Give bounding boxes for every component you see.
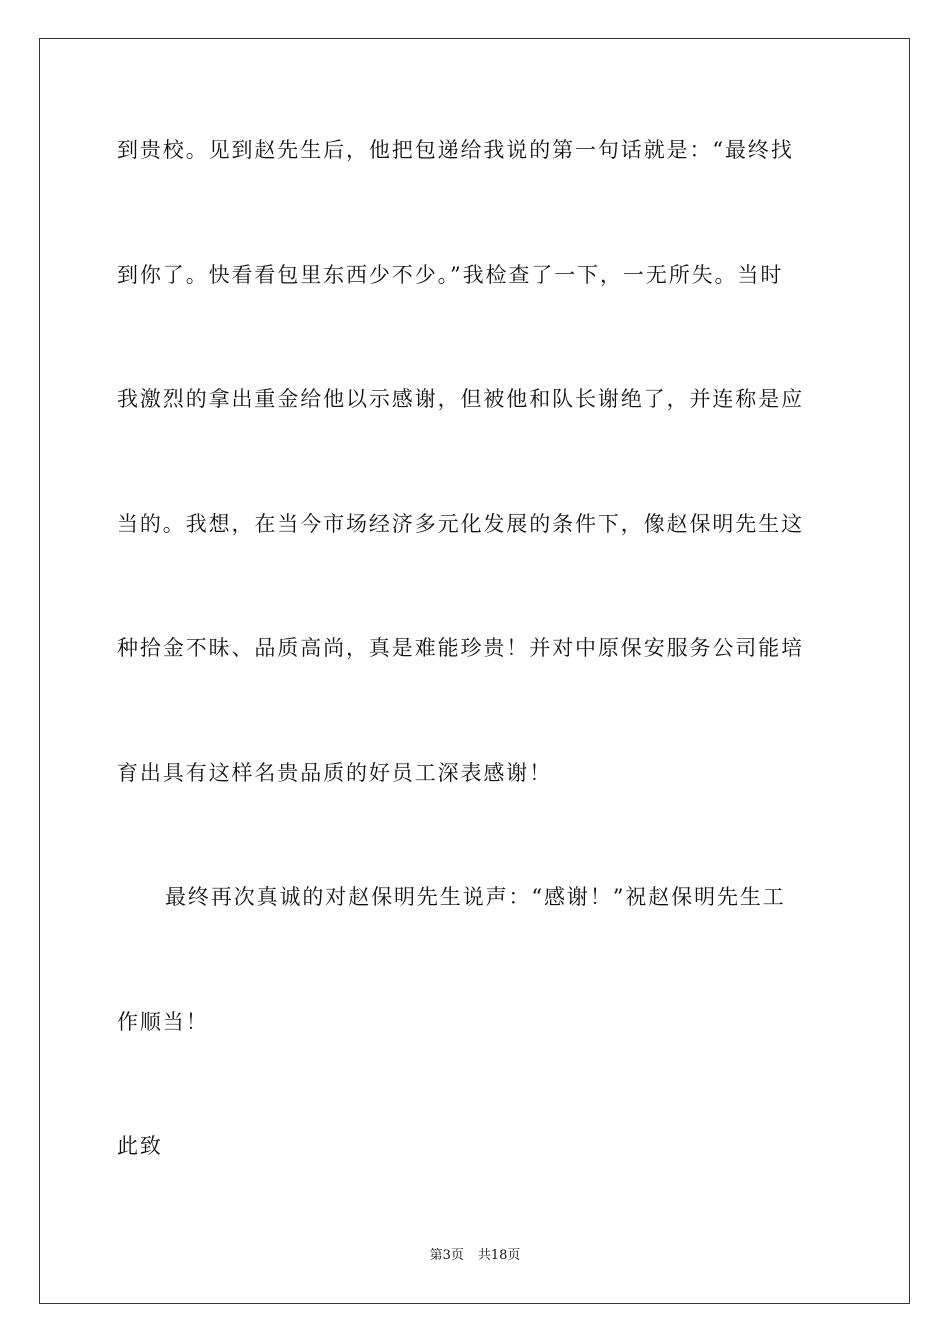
body-line: 育出具有这样名贵品质的好员工深表感谢！ (117, 761, 553, 785)
body-line: 作顺当！ (117, 1010, 209, 1034)
body-line: 我激烈的拿出重金给他以示感谢，但被他和队长谢绝了，并连称是应 (117, 387, 804, 411)
closing-salutation: 此致 (117, 1134, 163, 1158)
page-frame (39, 38, 910, 1304)
page-number: 第3页 (429, 1248, 464, 1263)
page-footer (0, 1248, 950, 1264)
body-line: 到你了。快看看包里东西少不少。”我检查了一下，一无所失。当时 (117, 263, 784, 287)
body-line: 当的。我想，在当今市场经济多元化发展的条件下，像赵保明先生这 (117, 512, 804, 536)
body-line: 到贵校。见到赵先生后，他把包递给我说的第一句话就是：“最终找 (117, 138, 794, 162)
body-line-indented: 最终再次真诚的对赵保明先生说声：“感谢！”祝赵保明先生工 (165, 885, 786, 909)
body-line: 种拾金不昧、品质高尚，真是难能珍贵！并对中原保安服务公司能培 (117, 636, 804, 660)
page-total: 共18页 (477, 1248, 521, 1263)
